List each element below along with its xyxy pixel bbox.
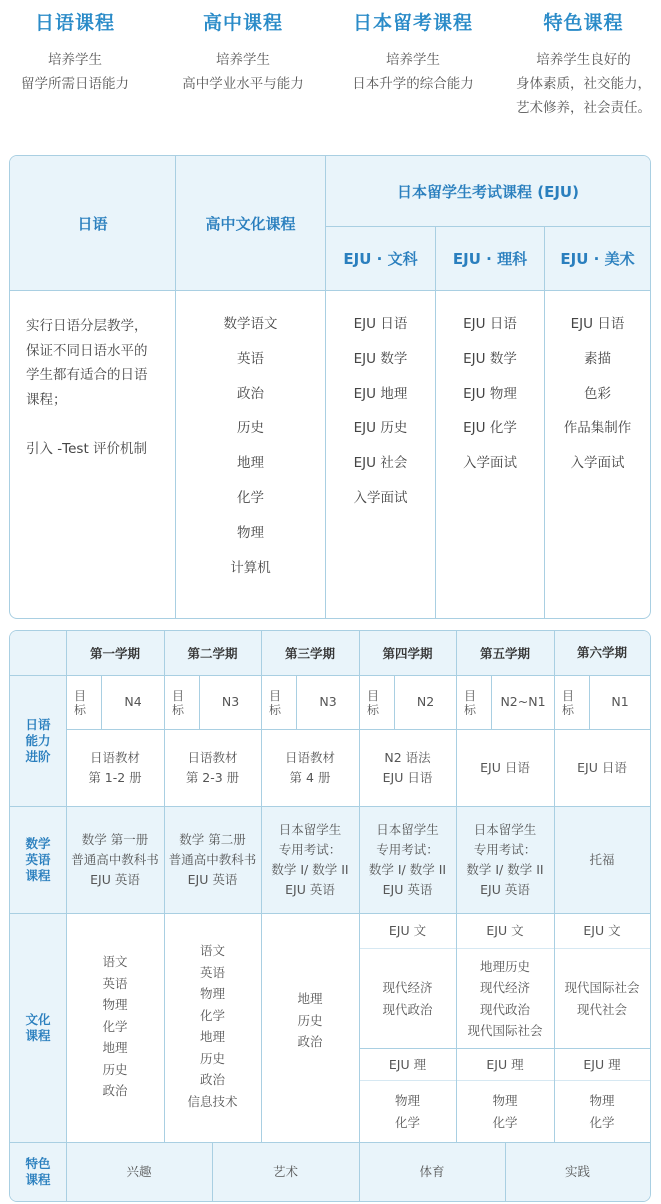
eju-science-subject-list	[436, 307, 544, 481]
list-item: 地理	[237, 455, 264, 472]
culture-science-cell: 物理 化学	[394, 1093, 420, 1130]
course-title: 日语课程	[34, 12, 115, 34]
list-item: EJU 日语	[463, 316, 517, 332]
course-title: 特色课程	[543, 12, 624, 34]
list-item: EJU 日语	[353, 316, 408, 332]
culture-cell: 语文 英语 物理 化学 地理 历史 政治	[102, 954, 128, 1098]
course-desc: 培养学生 日本升学的综合能力	[352, 52, 474, 92]
material-cell: EJU 日语	[577, 759, 627, 775]
material-cell: N2 语法 EJU 日语	[382, 749, 433, 785]
list-item: EJU 日语	[570, 316, 625, 332]
header-eju-liberal: EJU · 文科	[343, 250, 418, 268]
level-target: N2	[416, 694, 435, 709]
list-item: 计算机	[230, 559, 271, 576]
material-cell: EJU 日语	[480, 759, 530, 775]
semester-header: 第四学期	[382, 646, 433, 661]
goal-label: 目 标	[464, 689, 477, 717]
row-label-special: 特色 课程	[25, 1155, 51, 1187]
list-item: 作品集制作	[563, 420, 632, 437]
eju-liberal-label: EJU 文	[388, 922, 427, 938]
course-desc: 培养学生良好的 身体素质，社交能力， 艺术修养，社会责任。	[516, 52, 651, 116]
course-japanese	[0, 0, 150, 96]
math-english-cell: 日本留学生 专用考试： 数学 I/ 数学 II EJU 英语	[466, 821, 544, 897]
goal-label: 目 标	[562, 689, 575, 717]
culture-science-cell: 物理 化学	[492, 1093, 518, 1130]
course-special	[506, 0, 661, 120]
material-cell: 日语教材 第 4 册	[284, 749, 335, 785]
level-target: N2~N1	[500, 694, 546, 709]
list-item: 入学面试	[570, 455, 625, 472]
header-eju-art: EJU · 美术	[560, 250, 635, 268]
header-eju: 日本留学生考试课程 (EJU)	[397, 182, 579, 201]
math-english-cell: 日本留学生 专用考试： 数学 I/ 数学 II EJU 英语	[368, 821, 447, 897]
goal-label: 目 标	[74, 689, 87, 717]
list-item: EJU 物理	[463, 385, 517, 402]
list-item: 入学面试	[353, 489, 408, 506]
level-target: N1	[611, 694, 629, 709]
eju-science-label: EJU 理	[486, 1056, 524, 1072]
course-desc: 培养学生 留学所需日语能力	[21, 52, 129, 92]
list-item: EJU 化学	[463, 420, 517, 437]
eju-liberal-label: EJU 文	[486, 922, 524, 938]
course-title: 高中课程	[202, 12, 283, 34]
course-overview	[0, 0, 661, 130]
row-label-culture: 文化 课程	[25, 1011, 51, 1043]
list-item: EJU 数学	[353, 350, 408, 367]
special-course-practice: 实践	[564, 1163, 590, 1179]
culture-cell: 语文 英语 物理 化学 地理 历史 政治 信息技术	[187, 943, 238, 1109]
course-eju	[338, 0, 488, 96]
list-item: 政治	[237, 385, 264, 402]
culture-cell: 地理 历史 政治	[297, 991, 323, 1050]
japanese-description: 实行日语分层教学， 保证不同日语水平的 学生都有适合的日语 课程； 引入 -Test 评价机制	[26, 318, 148, 457]
culture-liberal-cell: 现代国际社会 现代社会	[564, 980, 640, 1017]
list-item: EJU 数学	[463, 350, 517, 367]
math-english-cell: 数学 第一册 普通高中教科书 EJU 英语	[71, 831, 159, 887]
list-item: EJU 历史	[353, 420, 408, 437]
list-item: 数学语文	[223, 316, 278, 332]
eju-science-label: EJU 理	[583, 1056, 621, 1072]
eju-art-subject-list	[545, 307, 650, 481]
level-target: N4	[124, 694, 142, 709]
special-course-interest: 兴趣	[126, 1163, 152, 1179]
special-course-sports: 体育	[419, 1163, 445, 1179]
list-item: 入学面试	[463, 455, 517, 472]
goal-label: 目 标	[367, 689, 380, 717]
semester-header: 第一学期	[89, 646, 140, 661]
course-highschool	[168, 0, 318, 96]
eju-science-label: EJU 理	[388, 1056, 427, 1072]
semester-header: 第三学期	[284, 646, 335, 661]
semester-plan-table	[9, 630, 651, 1202]
list-item: 化学	[237, 489, 264, 506]
level-target: N3	[221, 694, 240, 709]
row-label-math-english: 数学 英语 课程	[25, 835, 51, 883]
course-desc: 培养学生 高中学业水平与能力	[182, 52, 304, 92]
math-english-cell: 日本留学生 专用考试： 数学 I/ 数学 II EJU 英语	[271, 821, 349, 897]
math-english-cell: 托福	[589, 851, 615, 867]
list-item: 历史	[237, 420, 264, 437]
semester-header: 第六学期	[576, 645, 627, 660]
list-item: 物理	[237, 524, 264, 541]
level-target: N3	[319, 694, 337, 709]
eju-liberal-label: EJU 文	[583, 922, 621, 938]
course-structure-table	[9, 155, 651, 619]
list-item: 色彩	[584, 385, 611, 402]
culture-liberal-cell: 地理历史 现代经济 现代政治 现代国际社会	[467, 958, 543, 1038]
row-label-japanese: 日语 能力 进阶	[25, 716, 51, 764]
header-highschool: 高中文化课程	[205, 214, 296, 233]
material-cell: 日语教材 第 1-2 册	[88, 749, 142, 785]
semester-header: 第二学期	[187, 646, 238, 661]
material-cell: 日语教材 第 2-3 册	[185, 749, 240, 785]
culture-science-cell: 物理 化学	[589, 1093, 615, 1130]
highschool-subject-list	[176, 307, 325, 585]
math-english-cell: 数学 第二册 普通高中教科书 EJU 英语	[168, 831, 257, 887]
special-course-art: 艺术	[272, 1163, 298, 1179]
culture-liberal-cell: 现代经济 现代政治	[382, 980, 433, 1017]
list-item: EJU 地理	[353, 385, 408, 402]
eju-liberal-subject-list	[326, 307, 435, 516]
list-item: 素描	[584, 350, 611, 367]
goal-label: 目 标	[269, 689, 282, 717]
header-eju-science: EJU · 理科	[452, 250, 528, 268]
list-item: 英语	[237, 350, 264, 367]
goal-label: 目 标	[172, 689, 185, 717]
semester-header: 第五学期	[479, 646, 530, 661]
list-item: EJU 社会	[353, 455, 408, 472]
course-title: 日本留考课程	[352, 12, 473, 34]
header-japanese: 日语	[77, 214, 108, 233]
